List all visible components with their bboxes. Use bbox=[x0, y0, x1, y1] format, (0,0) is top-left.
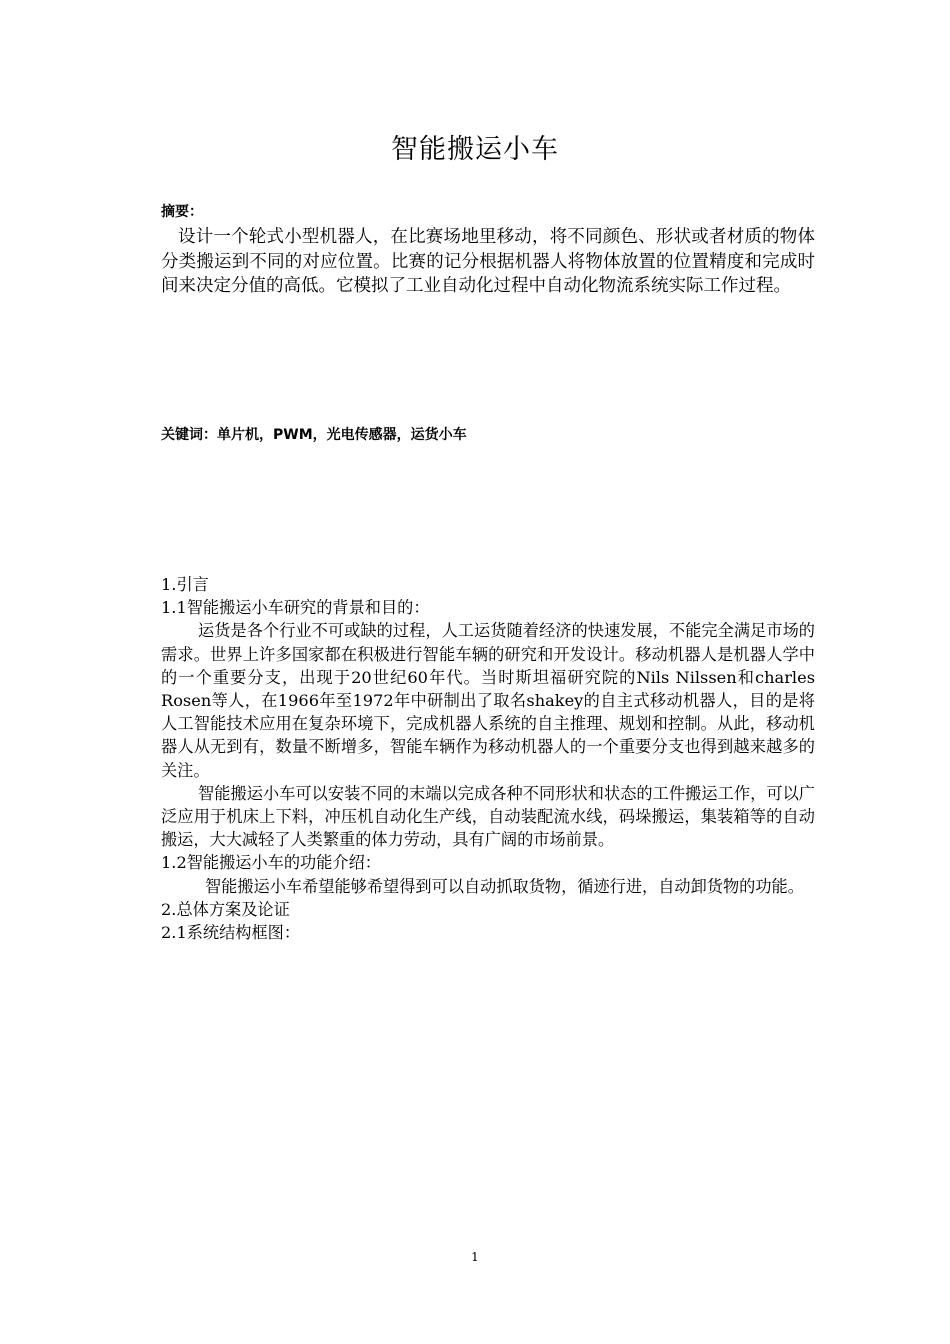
section-heading-introduction: 1.引言 bbox=[161, 575, 209, 594]
section-heading-overall-plan: 2.总体方案及论证 bbox=[161, 899, 290, 919]
subsection-heading-background: 1.1智能搬运小车研究的背景和目的： bbox=[161, 598, 430, 618]
paragraph-applications: 智能搬运小车可以安装不同的末端以完成各种不同形状和状态的工件搬运工作，可以广泛应用于机床上下料，冲压机自动化生产线，自动装配流水线，码垛搬运，集装箱等的自动搬运，大大减轻了人类繁重的体力劳动，具有广阔的市场前景。 bbox=[161, 783, 815, 850]
main-body bbox=[161, 573, 815, 944]
subsection-heading-functions: 1.2智能搬运小车的功能介绍： bbox=[161, 853, 381, 873]
document-title: 智能搬运小车 bbox=[391, 134, 559, 165]
keywords-line: 关键词：单片机，PWM，光电传感器，运货小车 bbox=[161, 427, 467, 443]
paragraph-background: 运货是各个行业不可或缺的过程，人工运货随着经济的快速发展，不能完全满足市场的需求。世界上许多国家都在积极进行智能车辆的研究和开发设计。移动机器人是机器人学中的一个重要分支，出现于20世纪60年代。当时斯坦福研究院的Nils Nilssen和charles Rosen等人，在1966年至1972年中研制出了取名shakey的自主式移动机器人，目的是将人工智能技术应用在复杂环境下，完成机器人系统的自主推理、规划和控制。从此，移动机器人从无到有，数量不断增多，智能车辆作为移动机器人的一个重要分支也得到越来越多的关注。 bbox=[161, 621, 815, 780]
abstract-label: 摘要： bbox=[161, 204, 203, 220]
page-number: 1 bbox=[471, 1250, 479, 1264]
paragraph-functions: 智能搬运小车希望能够希望得到可以自动抓取货物，循迹行进，自动卸货物的功能。 bbox=[205, 876, 804, 896]
abstract-text: 设计一个轮式小型机器人，在比赛场地里移动，将不同颜色、形状或者材质的物体分类搬运到不同的对应位置。比赛的记分根据机器人将物体放置的位置精度和完成时间来决定分值的高低。它模拟了工业自动化过程中自动化物流系统实际工作过程。 bbox=[161, 227, 815, 297]
subsection-heading-block-diagram: 2.1系统结构框图： bbox=[161, 923, 301, 943]
